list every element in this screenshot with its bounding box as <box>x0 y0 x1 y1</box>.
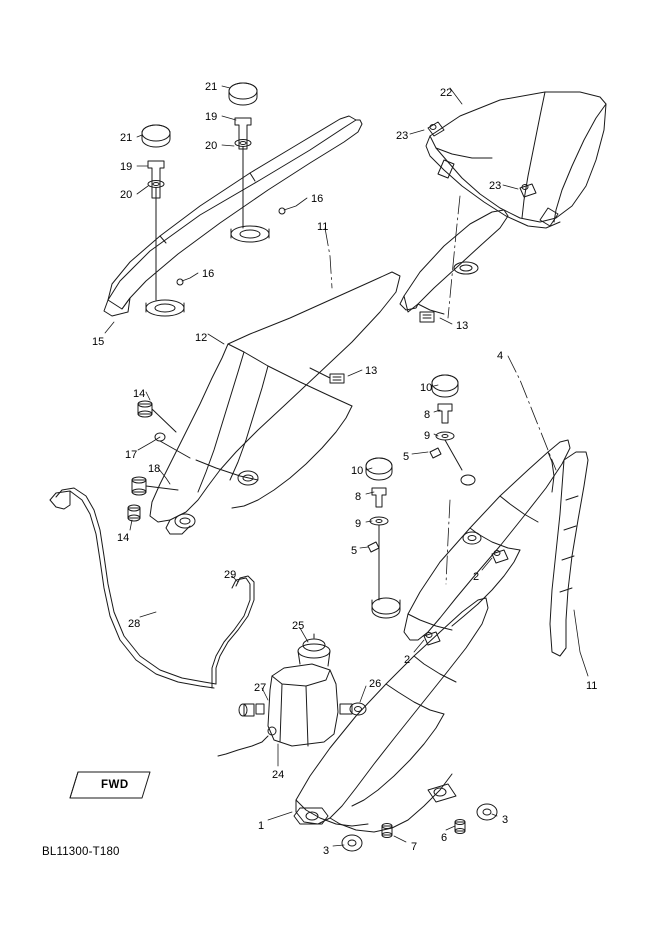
callout-14-upper: 14 <box>133 388 146 400</box>
callout-13-right: 13 <box>456 320 469 332</box>
callout-4: 4 <box>497 350 504 362</box>
callout-21-left: 21 <box>120 132 133 144</box>
callout-29: 29 <box>224 569 237 581</box>
callout-8-upper: 8 <box>424 409 431 421</box>
callout-23-right: 23 <box>489 180 502 192</box>
callout-24: 24 <box>272 769 285 781</box>
callout-16-upper: 16 <box>311 193 324 205</box>
callout-23-left: 23 <box>396 130 409 142</box>
callout-16-lower: 16 <box>202 268 215 280</box>
callout-5-upper: 5 <box>403 451 410 463</box>
callout-1: 1 <box>258 820 265 832</box>
callout-20-left: 20 <box>120 189 133 201</box>
callout-21-top: 21 <box>205 81 218 93</box>
callout-11-right: 11 <box>586 680 598 692</box>
callout-9-upper: 9 <box>424 430 431 442</box>
callout-2-upper: 2 <box>473 571 480 583</box>
callout-11-upper: 11 <box>317 221 329 233</box>
callout-15: 15 <box>92 336 105 348</box>
callout-22: 22 <box>440 87 453 99</box>
callout-3-bottom: 3 <box>323 845 330 857</box>
callout-27: 27 <box>254 682 267 694</box>
diagram-code: BL11300-T180 <box>42 846 120 858</box>
callout-26: 26 <box>369 678 382 690</box>
fwd-direction-label: FWD <box>101 779 129 791</box>
callout-18: 18 <box>148 463 161 475</box>
callout-2-lower: 2 <box>404 654 411 666</box>
callout-13-left: 13 <box>365 365 378 377</box>
callout-9-lower: 9 <box>355 518 362 530</box>
callout-10-lower: 10 <box>351 465 364 477</box>
callout-20-top: 20 <box>205 140 218 152</box>
callout-7: 7 <box>411 841 418 853</box>
callout-28: 28 <box>128 618 141 630</box>
callout-8-lower: 8 <box>355 491 362 503</box>
callout-19-left: 19 <box>120 161 133 173</box>
callout-3-right: 3 <box>502 814 509 826</box>
callout-6: 6 <box>441 832 448 844</box>
callout-19-top: 19 <box>205 111 218 123</box>
callout-12: 12 <box>195 332 208 344</box>
callout-25: 25 <box>292 620 305 632</box>
callout-10-upper: 10 <box>420 382 433 394</box>
callout-17: 17 <box>125 449 138 461</box>
callout-14-lower: 14 <box>117 532 130 544</box>
callout-5-lower: 5 <box>351 545 358 557</box>
